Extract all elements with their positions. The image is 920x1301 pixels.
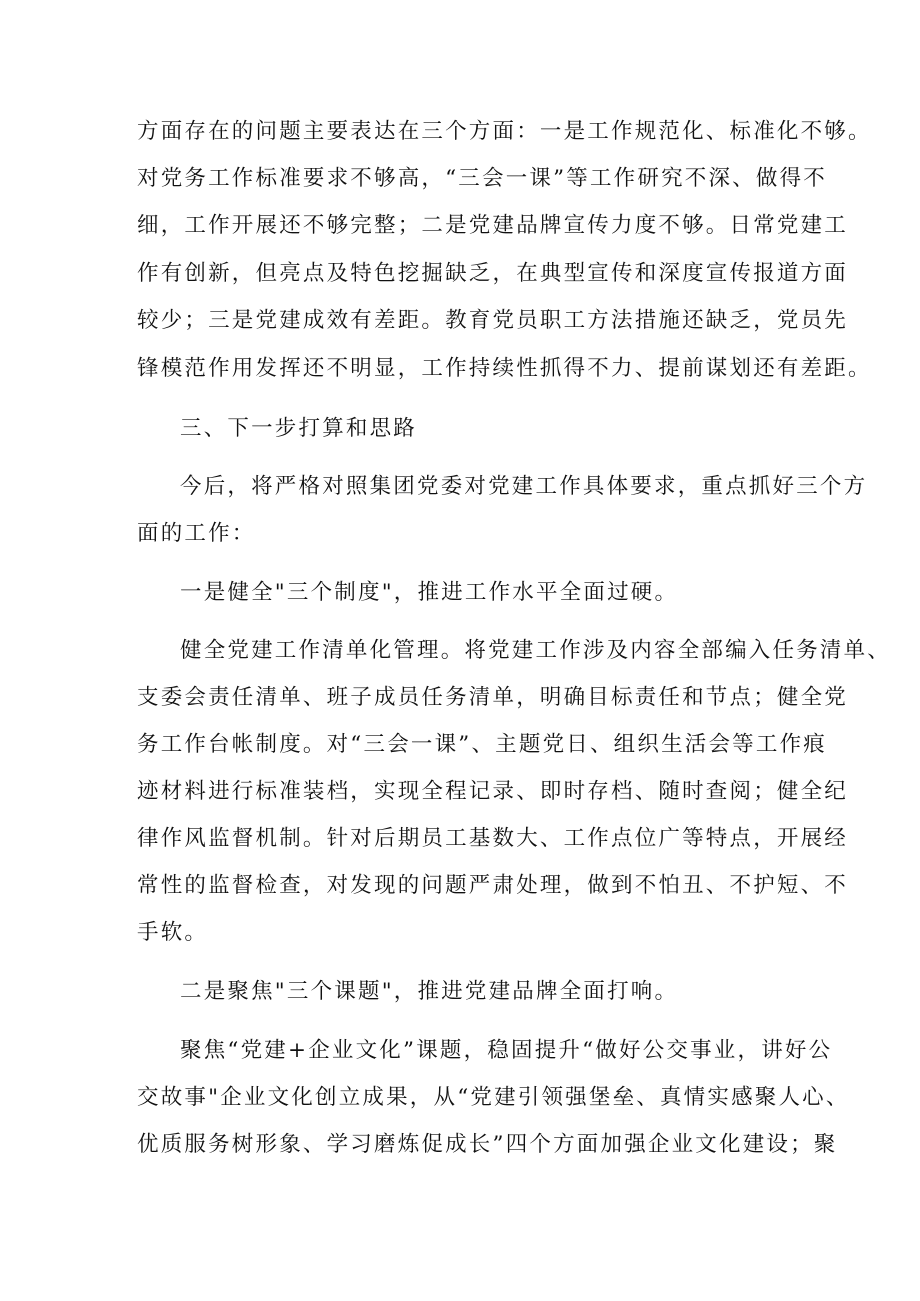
text-line: 迹材料进行标准装档，实现全程记录、即时存档、随时查阅；健全纪 bbox=[137, 779, 849, 804]
subheading: 一是健全"三个制度"，推进工作水平全面过硬。 bbox=[180, 580, 679, 605]
text-line: 健全党建工作清单化管理。将党建工作涉及内容全部编入任务清单、 bbox=[180, 638, 892, 663]
text-line: 优质服务树形象、学习磨炼促成长”四个方面加强企业文化建设；聚 bbox=[137, 1132, 838, 1157]
text-line: 常性的监督检查，对发现的问题严肃处理，做到不怕丑、不护短、不 bbox=[137, 873, 849, 898]
text-line: 方面存在的问题主要表达在三个方面：一是工作规范化、标准化不够。 bbox=[137, 119, 872, 144]
text-line: 手软。 bbox=[137, 920, 209, 945]
text-line: 交故事"企业文化创立成果，从“党建引领强堡垒、真情实感聚人心、 bbox=[137, 1085, 850, 1110]
text-line: 锋模范作用发挥还不明显，工作持续性抓得不力、提前谋划还有差距。 bbox=[137, 356, 872, 381]
text-line: 支委会责任清单、班子成员任务清单，明确目标责任和节点；健全党 bbox=[137, 685, 849, 710]
text-line: 面的工作： bbox=[137, 521, 256, 546]
text-line: 今后，将严格对照集团党委对党建工作具体要求，重点抓好三个方 bbox=[180, 474, 868, 499]
text-line: 律作风监督机制。针对后期员工基数大、工作点位广等特点，开展经 bbox=[137, 826, 849, 851]
text-line: 务工作台帐制度。对“三会一课”、主题党日、组织生活会等工作痕 bbox=[137, 732, 827, 757]
text-line: 聚焦“党建+企业文化”课题，稳固提升“做好公交事业，讲好公 bbox=[180, 1038, 833, 1063]
text-line: 作有创新，但亮点及特色挖掘缺乏，在典型宣传和深度宣传报道方面 bbox=[137, 261, 849, 286]
text-line: 较少；三是党建成效有差距。教育党员职工方法措施还缺乏，党员先 bbox=[137, 308, 849, 333]
subheading: 二是聚焦"三个课题"，推进党建品牌全面打响。 bbox=[180, 979, 679, 1004]
text-line: 细，工作开展还不够完整；二是党建品牌宣传力度不够。日常党建工 bbox=[137, 213, 849, 238]
section-heading: 三、下一步打算和思路 bbox=[180, 416, 418, 441]
text-line: 对党务工作标准要求不够高，“三会一课”等工作研究不深、做得不 bbox=[137, 166, 827, 191]
